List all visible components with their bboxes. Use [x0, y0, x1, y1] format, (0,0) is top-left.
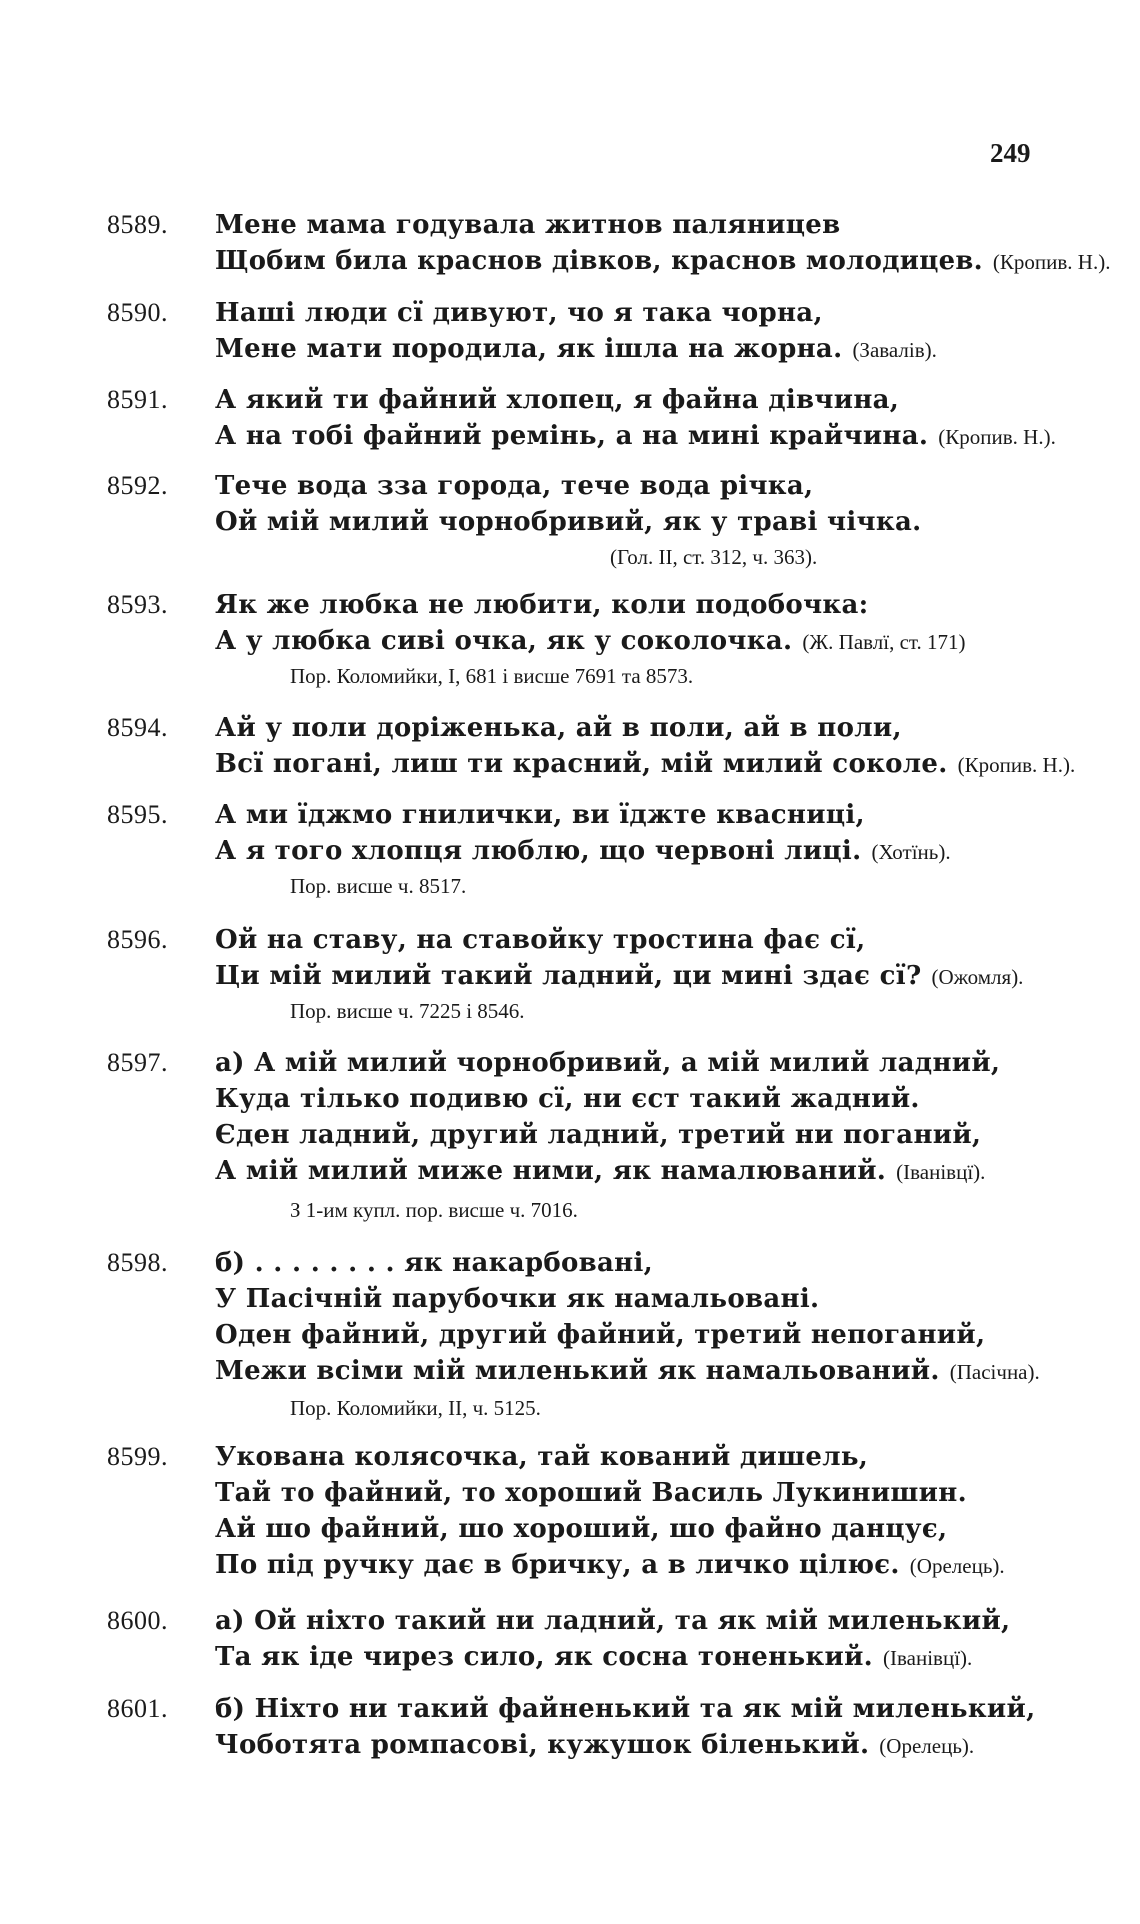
- verse-line: А ми їджмо гнилички, ви їджте квасниці,: [215, 800, 865, 830]
- reference-note: (Гол. II, ст. 312, ч. 363).: [610, 545, 818, 569]
- page-number: 249: [990, 138, 1031, 168]
- source-label: (Завалів).: [852, 338, 937, 362]
- entry-number: 8592.: [107, 471, 168, 500]
- entry-number: 8591.: [107, 385, 168, 414]
- entry-number: 8596.: [107, 925, 168, 954]
- reference-note: Пор. висше ч. 8517.: [290, 874, 467, 898]
- verse-line: Чоботята ромпасові, кужушок біленький. (Орелець).: [215, 1730, 975, 1760]
- source-label: (Ожомля).: [931, 965, 1024, 989]
- verse-line: б) Ніхто ни такий файненький та як мій миленький,: [215, 1694, 1036, 1724]
- verse-line: Ци мій милий такий ладний, ци мині здає сї? (Ожомля).: [215, 961, 1024, 991]
- verse-line: а) Ой ніхто такий ни ладний, та як мій миленький,: [215, 1606, 1011, 1636]
- entry-number: 8599.: [107, 1442, 168, 1471]
- verse-line: А на тобі файний ремінь, а на мині крайчина. (Кропив. Н.).: [215, 421, 1056, 451]
- source-label: (Іванівцї).: [896, 1160, 986, 1184]
- verse-line: Тай то файний, то хороший Василь Лукинишин.: [215, 1478, 967, 1508]
- verse-line: Щобим била краснов дівков, краснов молодицев. (Кропив. Н.).: [215, 246, 1111, 276]
- verse-line: Тече вода зза города, тече вода річка,: [215, 471, 814, 501]
- reference-note: Пор. Коломийки, II, ч. 5125.: [290, 1396, 541, 1420]
- verse-line: Всї погані, лиш ти красний, мій милий соколе. (Кропив. Н.).: [215, 749, 1076, 779]
- entry-number: 8595.: [107, 800, 168, 829]
- verse-line: Ай шо файний, шо хороший, шо файно данцує,: [215, 1514, 948, 1544]
- reference-note: Пор. висше ч. 7225 і 8546.: [290, 999, 525, 1023]
- source-label: (Кропив. Н.).: [938, 425, 1056, 449]
- verse-line: А який ти файний хлопец, я файна дівчина,: [215, 385, 900, 415]
- source-label: (Іванівцї).: [883, 1646, 973, 1670]
- entry-number: 8594.: [107, 713, 168, 742]
- verse-line: Ой мій милий чорнобривий, як у траві чічка.: [215, 507, 922, 537]
- verse-line: Мене мама годувала житнов паляницев: [215, 210, 841, 240]
- verse-line: Оден файний, другий файний, третий непоганий,: [215, 1320, 986, 1350]
- source-label: (Кропив. Н.).: [992, 250, 1111, 274]
- source-label: (Ж. Павлї, ст. 171): [802, 630, 966, 654]
- verse-line: Куда тілько подивю сї, ни єст такий жадний.: [215, 1084, 920, 1114]
- verse-line: А я того хлопця люблю, що червоні лиці. (Хотїнь).: [215, 836, 951, 866]
- verse-line: У Пасічній парубочки як намальовані.: [215, 1284, 820, 1314]
- reference-note: Пор. Коломийки, I, 681 і висше 7691 та 8573.: [290, 664, 694, 688]
- source-label: (Орелець).: [909, 1554, 1005, 1578]
- entry-number: 8600.: [107, 1606, 168, 1635]
- entry-number: 8589.: [107, 210, 168, 239]
- verse-line: Та як іде чирез сило, як сосна тоненький. (Іванівцї).: [215, 1642, 973, 1672]
- entry-number: 8598.: [107, 1248, 168, 1277]
- entry-number: 8593.: [107, 590, 168, 619]
- entry-number: 8601.: [107, 1694, 168, 1723]
- entry-number: 8590.: [107, 298, 168, 327]
- verse-line: Ой на ставу, на ставойку тростина фає сї,: [215, 925, 866, 955]
- reference-note: З 1-им купл. пор. висше ч. 7016.: [290, 1198, 578, 1222]
- verse-line: Наші люди сї дивуют, чо я така чорна,: [215, 298, 823, 328]
- entry-number: 8597.: [107, 1048, 168, 1077]
- verse-line: По під ручку дає в бричку, а в личко цілює. (Орелець).: [215, 1550, 1005, 1580]
- verse-line: Єден ладний, другий ладний, третий ни поганий,: [215, 1120, 982, 1150]
- source-label: (Кропив. Н.).: [957, 753, 1076, 777]
- source-label: (Пасічна).: [949, 1360, 1040, 1384]
- source-label: (Хотїнь).: [871, 840, 951, 864]
- verse-line: Мене мати породила, як ішла на жорна. (Завалів).: [215, 334, 937, 364]
- verse-line: А мій милий миже ними, як намалюваний. (Іванівцї).: [215, 1156, 986, 1186]
- verse-line: А у любка сиві очка, як у соколочка. (Ж. Павлї, ст. 171): [215, 626, 966, 656]
- source-label: (Орелець).: [879, 1734, 975, 1758]
- verse-line: Як же любка не любити, коли подобочка:: [215, 590, 869, 620]
- verse-line: Ай у поли доріженька, ай в поли, ай в поли,: [215, 713, 902, 743]
- verse-line: а) А мій милий чорнобривий, а мій милий ладний,: [215, 1048, 1001, 1078]
- verse-line: б) . . . . . . . . як накарбовані,: [215, 1248, 653, 1278]
- verse-line: Межи всіми мій миленький як намальований. (Пасічна).: [215, 1356, 1040, 1386]
- verse-line: Укована колясочка, тай кований дишель,: [215, 1442, 869, 1472]
